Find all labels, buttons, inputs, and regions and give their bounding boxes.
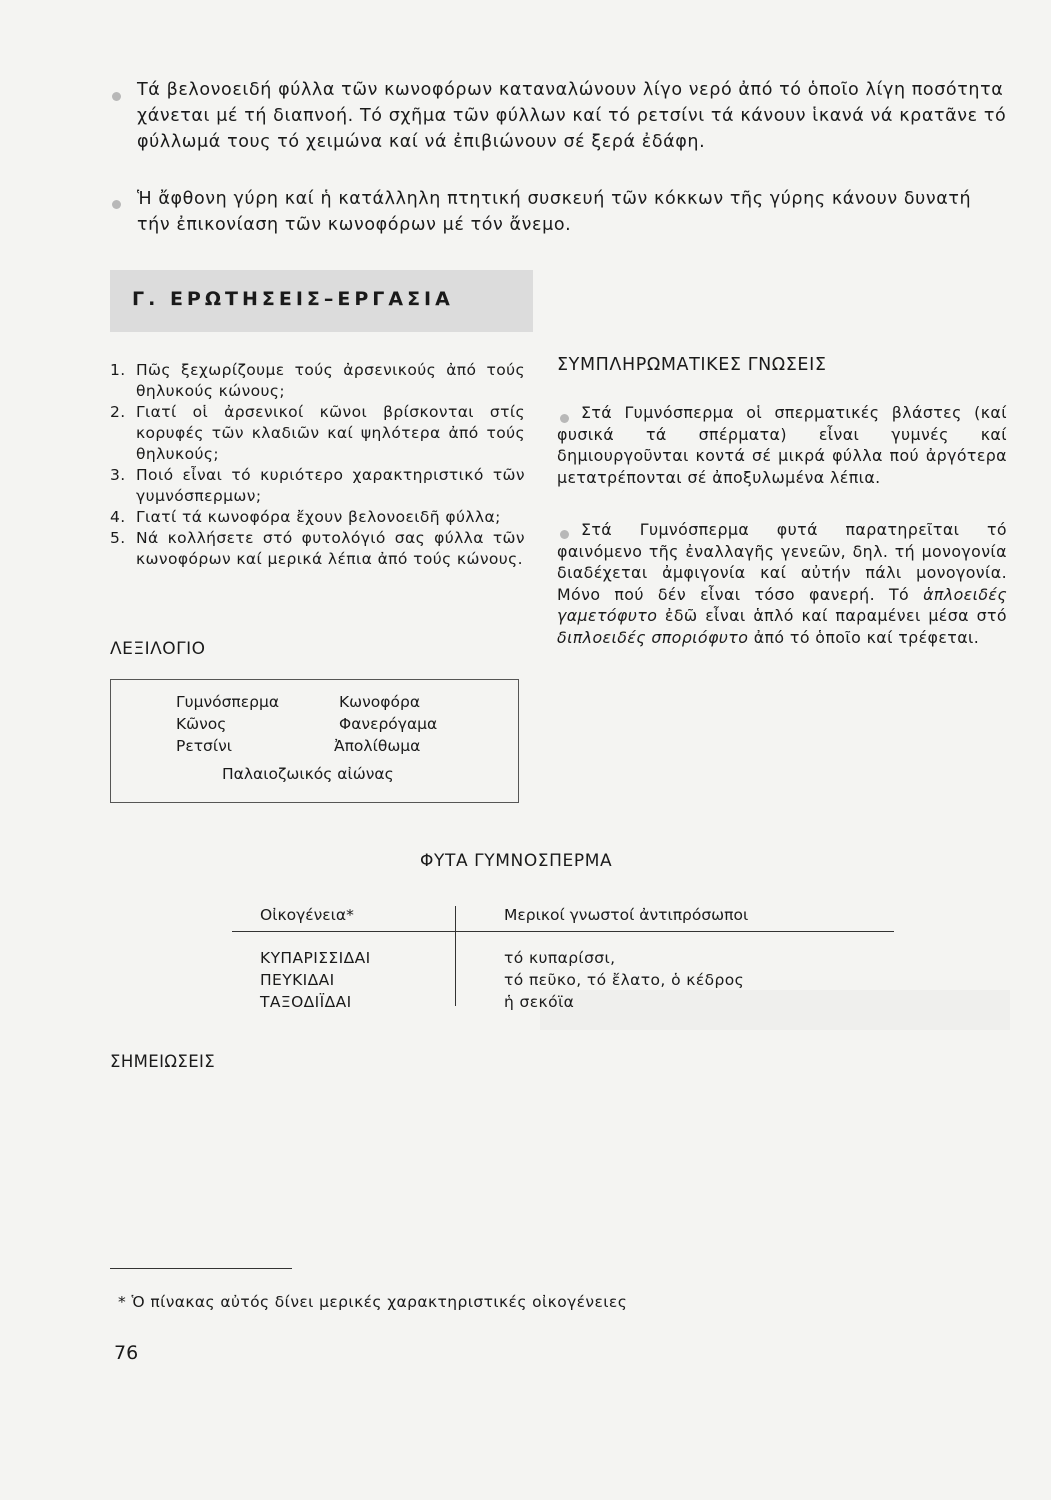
supplementary-text: Στά Γυμνόσπερμα οἱ σπερματικές βλάστες (καί φυσικά τά σπέρματα) εἶναι γυμνές καί δημιουργοῦνται κοντά σέ μικρά φύλλα πού ἀργότερα μετατρέπονται σέ ἀποξυλωμένα λέπια. [557,403,1007,487]
supplementary-text: ἀπό τό ὁποῖο καί τρέφεται. [748,627,980,647]
question-item [110,528,525,570]
lexicon-word: Ἀπολίθωμα [334,737,421,755]
table-cell-examples: τό κυπαρίσσι, [504,949,616,967]
table-cell-examples: ἡ σεκόϊα [504,993,575,1011]
question-text: Γιατί οἱ ἀρσενικοί κῶνοι βρίσκονται στίς κορυφές τῶν κλαδιῶν καί ψηλότερα ἀπό τούς θηλυκούς; [136,403,525,463]
lexicon-title: ΛΕΞΙΛΟΓΙΟ [110,639,206,659]
question-list [110,360,525,570]
footnote-rule [110,1268,292,1269]
lexicon-word: Κωνοφόρα [339,693,421,711]
table-cell-examples: τό πεῦκο, τό ἔλατο, ὁ κέδρος [504,971,745,989]
lexicon-box [110,679,519,803]
supplementary-text: ἐδῶ εἶναι ἁπλό καί παραμένει μέσα στό [657,606,1007,625]
lexicon-word: Γυμνόσπερμα [176,693,280,711]
question-item [110,402,525,465]
question-number: 1. [110,361,126,379]
question-item [110,465,525,507]
table-divider-horizontal [232,931,894,932]
page-number: 76 [114,1342,139,1364]
supplementary-title: ΣΥΜΠΛΗΡΩΜΑΤΙΚΕΣ ΓΝΩΣΕΙΣ [557,355,827,375]
notes-title: ΣΗΜΕΙΩΣΕΙΣ [110,1052,216,1071]
show-through-block [540,990,1010,1030]
supplementary-text: Στά Γυμνόσπερμα φυτά παρατηρεῖται τό φαινόμενο τῆς ἐναλλαγῆς γενεῶν, δηλ. τή μονογονία διαδέχεται ἀμφιγονία καί αὐτήν πάλι μονογονία. Μόνο πού δέν εἶναι τόσο φανερή. Τό [557,520,1007,604]
lexicon-word: Ρετσίνι [176,737,233,755]
section-title: Γ. ΕΡΩΤΗΣΕΙΣ–ΕΡΓΑΣΙΑ [132,288,454,310]
question-number: 2. [110,403,126,421]
supplementary-italic-term: ἁπλοειδές γαμετόφυτο [557,584,1007,625]
table-header-examples: Μερικοί γνωστοί ἀντιπρόσωποι [504,906,749,924]
supplementary-paragraph-2 [557,519,1007,648]
table-title: ΦΥΤΑ ΓΥΜΝΟΣΠΕΡΜΑ [420,851,613,871]
lexicon-word: Φανερόγαμα [339,715,438,733]
question-number: 3. [110,466,126,484]
question-number: 4. [110,508,126,526]
table-header-family: Οἰκογένεια* [260,906,354,924]
table-cell-family: ΠΕΥΚΙΔΑΙ [260,971,335,989]
question-item [110,360,525,402]
table-cell-family: ΚΥΠΑΡΙΣΣΙΔΑΙ [260,949,371,967]
table-cell-family: ΤΑΞΟΔΙΪΔΑΙ [260,993,352,1011]
lexicon-word: Κῶνος [176,715,227,733]
intro-paragraph-2: Ἡ ἄφθονη γύρη καί ἡ κατάλληλη πτητική συσκευή τῶν κόκκων τῆς γύρης κάνουν δυνατή τήν ἐπικονίαση τῶν κωνοφόρων μέ τόν ἄνεμο. [137,189,972,235]
intro-paragraph-1: Τά βελονοειδή φύλλα τῶν κωνοφόρων καταναλώνουν λίγο νερό ἀπό τό ὁποῖο λίγη ποσότητα χάνεται μέ τή διαπνοή. Τό σχῆμα τῶν φύλλων καί τό ρετσίνι τά κάνουν ἱκανά νά κρατᾶνε τό φύλλωμά τους τό χειμώνα καί νά ἐπιβιώνουν σέ ξερά ἐδάφη. [137,80,1007,152]
lexicon-word: Παλαιοζωικός αἰώνας [222,765,394,783]
question-text: Ποιό εἶναι τό κυριότερο χαρακτηριστικό τῶν γυμνόσπερμων; [136,466,525,505]
question-text: Γιατί τά κωνοφόρα ἔχουν βελονοειδῆ φύλλα; [136,508,501,526]
table-divider-vertical [455,906,456,1006]
bullet-icon [112,92,121,101]
supplementary-italic-term: διπλοειδές σποριόφυτο [557,627,749,647]
bullet-icon [112,200,121,209]
question-text: Νά κολλήσετε στό φυτολόγιό σας φύλλα τῶν κωνοφόρων καί μερικά λέπια ἀπό τούς κώνους. [136,529,525,568]
question-text: Πῶς ξεχωρίζουμε τούς ἀρσενικούς ἀπό τούς θηλυκούς κώνους; [136,361,525,400]
question-number: 5. [110,529,126,547]
question-item [110,507,525,528]
supplementary-paragraph-1 [557,402,1007,488]
footnote: * Ὁ πίνακας αὐτός δίνει μερικές χαρακτηριστικές οἰκογένειες [118,1293,628,1311]
